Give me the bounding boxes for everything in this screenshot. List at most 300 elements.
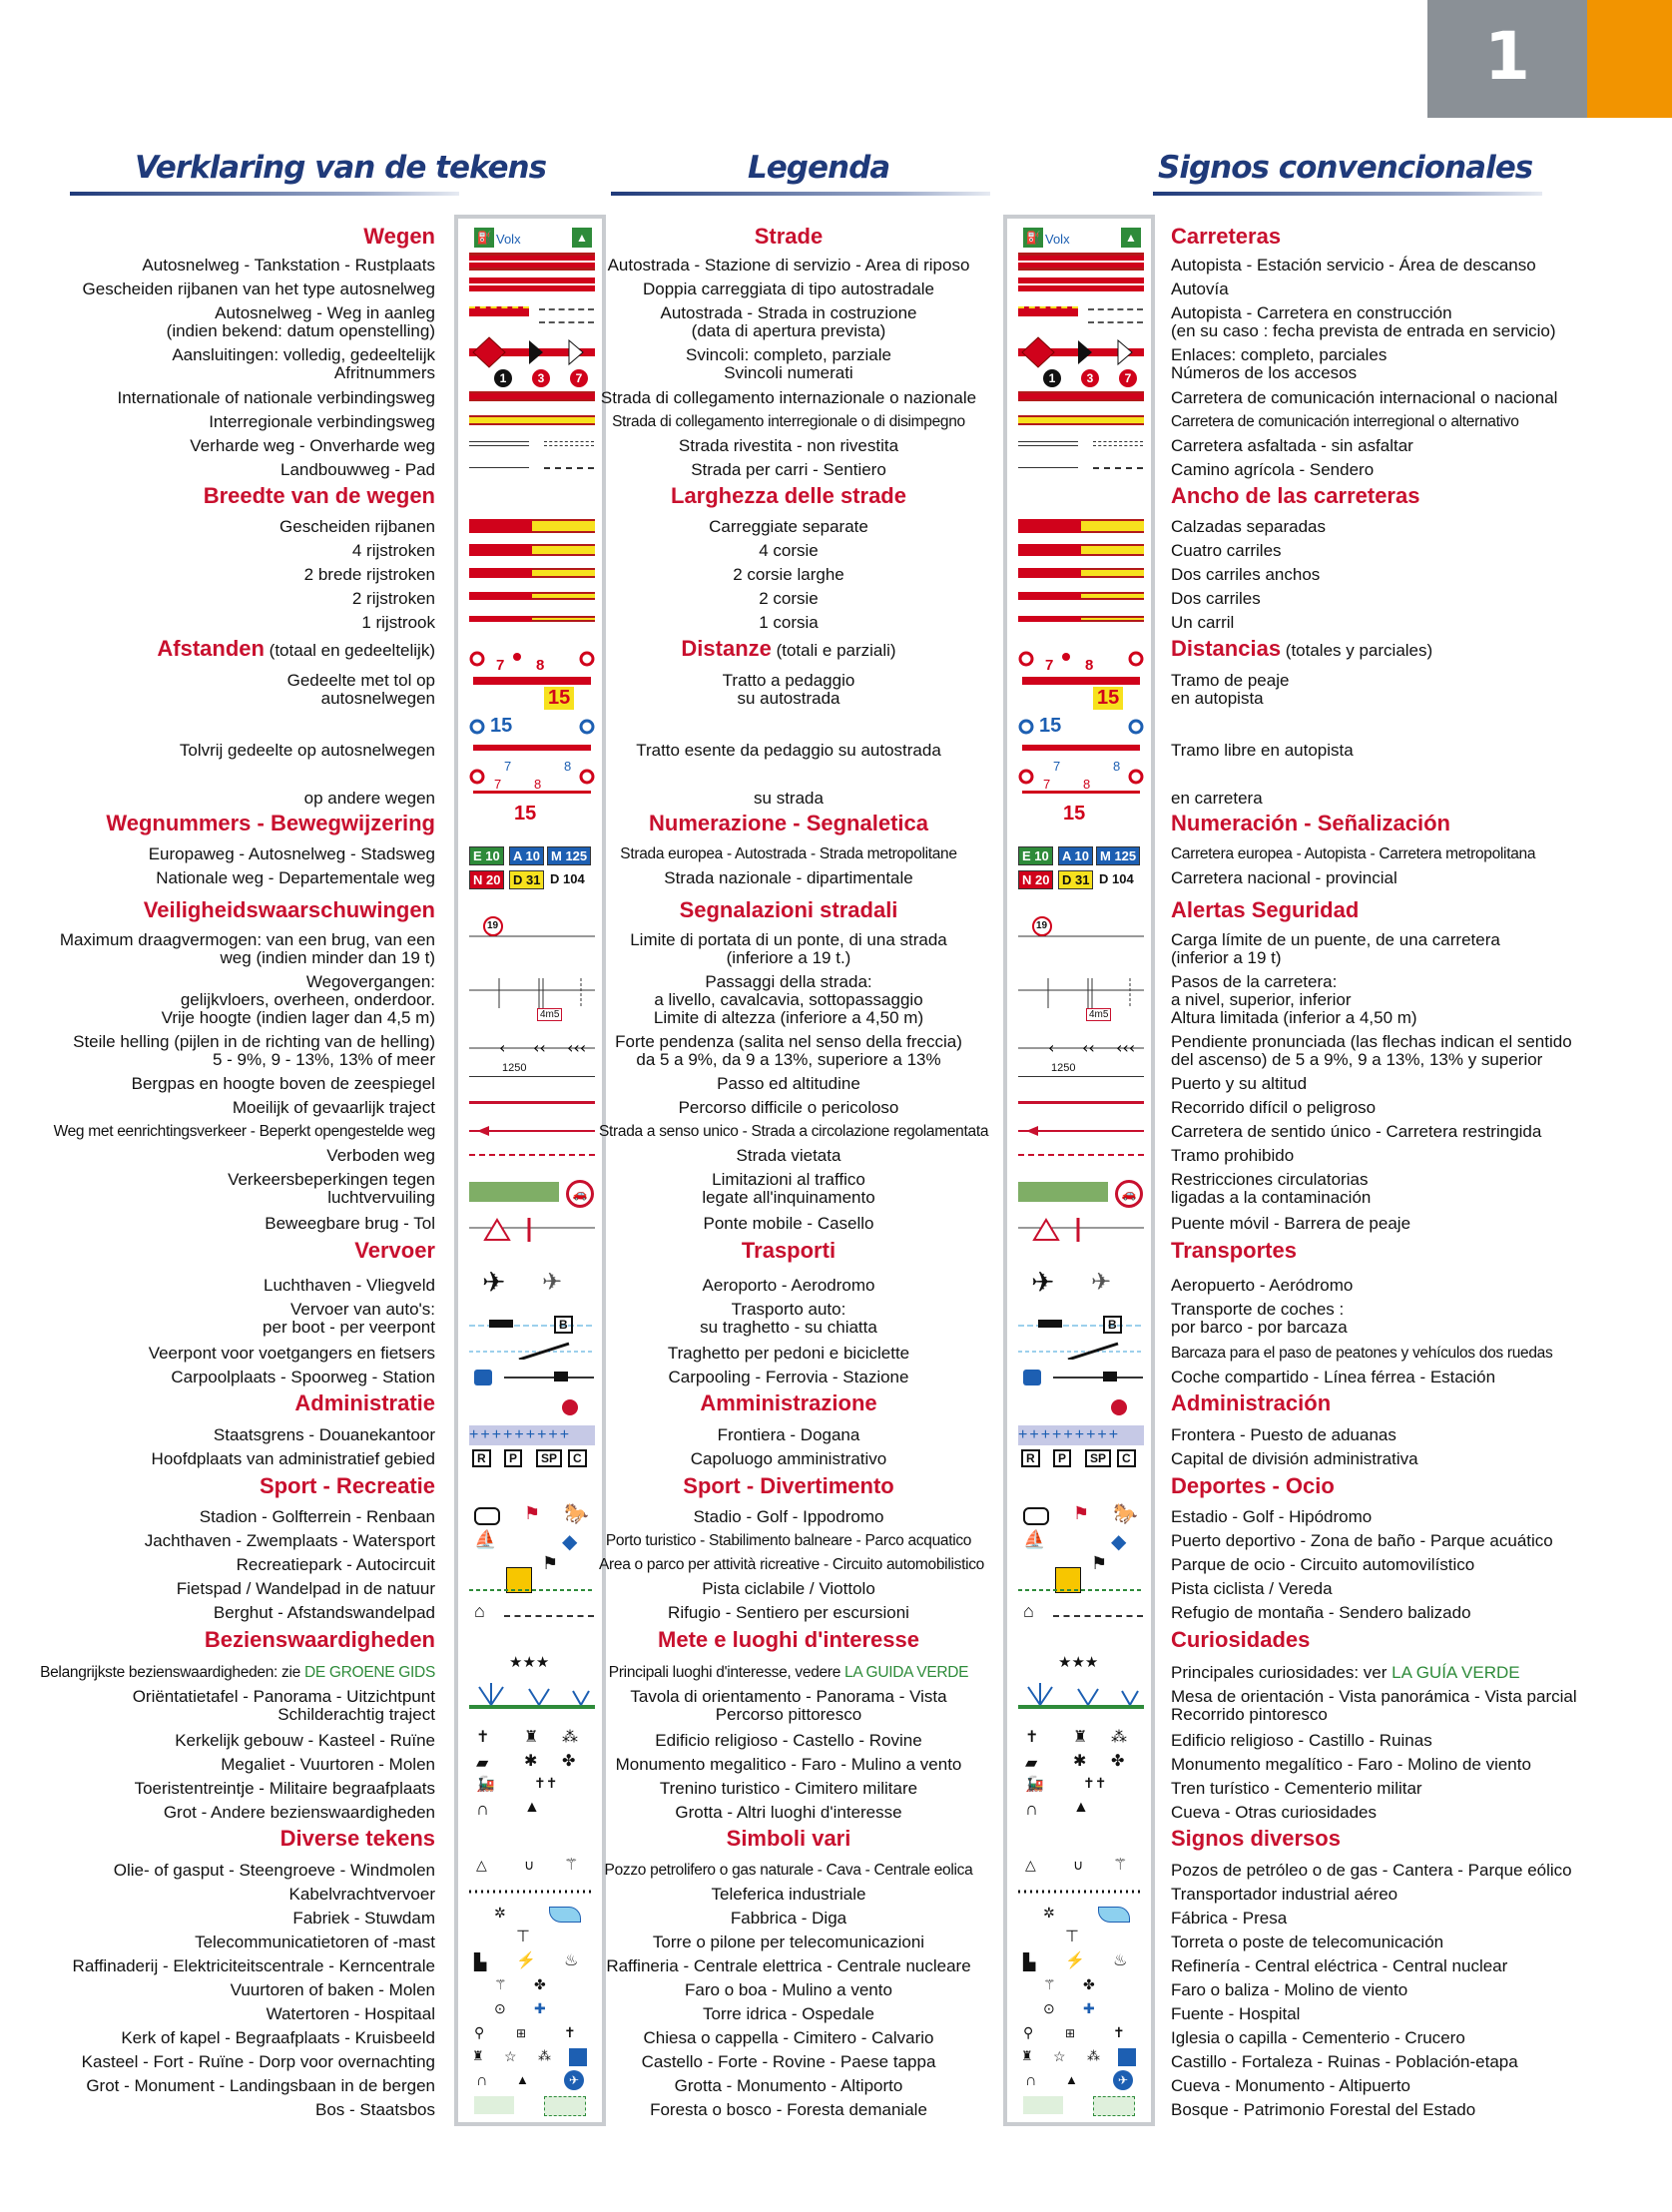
legend-text-es: [1171, 671, 1289, 690]
legend-label: Passaggi della strada:: [705, 972, 872, 991]
legend-text-it: [599, 741, 978, 760]
legend-text-it: [599, 303, 978, 322]
exit-number-badge: 1: [494, 369, 512, 387]
legend-text-es: [1171, 1731, 1432, 1750]
legend-text-nl: [278, 1705, 435, 1724]
legend-text-es: [1171, 2076, 1410, 2095]
legend-label: Restricciones circulatorias: [1171, 1170, 1369, 1189]
legend-text-nl: [149, 1344, 435, 1363]
legend-label: Ancho de las carreteras: [1171, 483, 1420, 508]
legend-label: Signos diversos: [1171, 1826, 1341, 1851]
weight-limit-label: 19: [1036, 920, 1048, 931]
race-circuit-icon: ⚑: [1091, 1553, 1108, 1573]
legend-label: Castello - Forte - Rovine - Paese tappa: [641, 2052, 936, 2071]
legend-text-nl: [292, 1909, 435, 1928]
title-dutch: Verklaring van de tekens: [135, 150, 547, 186]
water-tower-icon: ⊙: [494, 2000, 506, 2016]
motorway-symbol: [469, 306, 529, 316]
legend-label: 4 rijstroken: [351, 541, 435, 560]
legend-label: Refinería - Central eléctrica - Central nuclear: [1171, 1956, 1508, 1975]
title-italian: Legenda: [748, 150, 890, 186]
legend-text-it: [599, 2028, 978, 2047]
legend-label: Strada di collegamento interregionale o di disimpegno: [612, 413, 965, 430]
legend-text-nl: [175, 1731, 435, 1750]
legend-text-it: [599, 1885, 978, 1904]
legend-label: en autopista: [1171, 689, 1264, 708]
admin-capital-letter: SP: [536, 1449, 562, 1467]
legend-label: Teleferica industriale: [711, 1885, 866, 1904]
legend-text-it: [599, 1531, 978, 1550]
height-limit-label: 4m5: [1086, 1008, 1111, 1021]
distance-label: 7: [1045, 657, 1054, 674]
legend-label: Verharde weg - Onverharde weg: [190, 436, 435, 455]
legend-text-es: [1171, 2052, 1518, 2071]
legend-text-it: [599, 689, 978, 708]
legend-label: Tramo libre en autopista: [1171, 741, 1354, 760]
legend-text-it: [599, 412, 978, 431]
exit-number-badge: 1: [1043, 369, 1061, 387]
motorway-symbol: [1018, 306, 1078, 316]
legend-text-nl: [149, 844, 435, 863]
legend-text-es: [1171, 1755, 1531, 1774]
admin-capital-letter: P: [504, 1449, 522, 1467]
page-number: 1: [1484, 18, 1530, 95]
legend-label: del ascenso) de 5 a 9%, 9 a 13%, 13% y superior: [1171, 1050, 1543, 1069]
page-tab-orange: [1587, 0, 1672, 118]
legend-label: gelijkvloers, overheen, onderdoor.: [180, 990, 435, 1009]
pollution-sign-icon: 🚗: [566, 1180, 594, 1208]
dangerous-road-symbol: [469, 1101, 595, 1104]
legend-label: legate all'inquinamento: [702, 1188, 875, 1207]
legend-label: Amministrazione: [700, 1390, 877, 1415]
legend-text-nl: [213, 1050, 435, 1069]
castle-icon: ♜: [1073, 1729, 1088, 1746]
unpaved-road-symbol: [544, 439, 594, 446]
legend-label: Administración: [1171, 1390, 1332, 1415]
tourist-train-icon: 🚂: [1025, 1776, 1044, 1793]
legend-label: Vervoer van auto's:: [290, 1300, 435, 1319]
quarry-icon: ∪: [1073, 1857, 1084, 1873]
distance-label: 7: [1053, 759, 1061, 774]
svg-text:‹‹‹: ‹‹‹: [1116, 1038, 1136, 1057]
legend-text-nl: [156, 868, 435, 887]
legend-label: Sport - Divertimento: [683, 1473, 894, 1498]
legend-label: Interregionale verbindingsweg: [209, 412, 435, 431]
admin-capital-letter: SP: [1085, 1449, 1111, 1467]
legend-text-it: [599, 972, 978, 991]
legend-label: Castillo - Fortaleza - Ruinas - Población-etapa: [1171, 2052, 1518, 2071]
exit-number-badge: 3: [1081, 369, 1099, 387]
viewpoint-scenic-route-symbol: [469, 1677, 595, 1722]
distance-label: 8: [1083, 777, 1091, 792]
racecourse-icon: 🐎: [1113, 1503, 1138, 1525]
airfield-icon: ✈: [542, 1269, 563, 1296]
other-road-distance-symbol: [1018, 767, 1144, 802]
legend-text-es: [1171, 844, 1535, 863]
height-limit-label: 4m5: [537, 1008, 562, 1021]
service-station-icon: ⛽: [1023, 228, 1043, 248]
title-rule-italian: [611, 192, 990, 196]
legend-label: Veiligheidswaarschuwingen: [143, 897, 435, 922]
admin-capital-letter: R: [472, 1449, 491, 1467]
legend-label: Transporte de coches :: [1171, 1300, 1345, 1319]
legend-label: Megaliet - Vuurtoren - Molen: [221, 1755, 435, 1774]
legend-text-it: [599, 1779, 978, 1798]
distance-total-label: 15: [1093, 687, 1123, 710]
cave-icon: ∩: [476, 2072, 488, 2089]
legend-text-nl: [221, 948, 435, 967]
pedestrian-ferry-symbol: [469, 1340, 595, 1365]
section-heading-es: [1171, 1826, 1341, 1852]
legend-label: Strada nazionale - dipartimentale: [664, 868, 913, 887]
legend-label: Monumento megalítico - Faro - Molino de viento: [1171, 1755, 1531, 1774]
legend-text-nl: [82, 2052, 435, 2071]
legend-text-nl: [181, 990, 435, 1009]
legend-label: Deportes - Ocio: [1171, 1473, 1335, 1498]
legend-text-es: [1171, 256, 1536, 275]
legend-label: Administratie: [294, 1390, 435, 1415]
legend-text-it: [599, 671, 978, 690]
legend-label: Raffineria - Centrale elettrica - Centrale nucleare: [606, 1956, 971, 1975]
telecom-tower-icon: ⊤: [1065, 1929, 1079, 1945]
legend-label: Aeropuerto - Aeródromo: [1171, 1276, 1354, 1295]
legend-text-it: [599, 868, 978, 887]
legend-text-it: [599, 1663, 978, 1682]
legend-label: a livello, cavalcavia, sottopassaggio: [654, 990, 923, 1009]
chapel-icon: ⚲: [1023, 2024, 1034, 2040]
customs-office-icon: [1111, 1399, 1127, 1415]
road-number-badge: M 125: [547, 846, 591, 865]
section-heading-nl: [144, 897, 435, 923]
legend-text-it: [599, 460, 978, 479]
legend-label: 2 corsie larghe: [733, 565, 844, 584]
legend-label: Carretera europea - Autopista - Carretera metropolitana: [1171, 845, 1536, 862]
dam-icon: [1098, 1907, 1130, 1923]
legend-text-nl: [279, 517, 435, 536]
legend-text-it: [599, 388, 978, 407]
legend-text-es: [1171, 2100, 1475, 2119]
legend-text-es: [1171, 589, 1261, 608]
legend-label: Segnalazioni stradali: [679, 897, 898, 922]
legend-label: Telecommunicatietoren of -mast: [195, 1933, 435, 1951]
legend-label: Foresta o bosco - Foresta demaniale: [650, 2100, 927, 2119]
legend-text-nl: [132, 1074, 435, 1093]
pass-altitude-label: 1250: [502, 1062, 527, 1074]
legend-text-it: [599, 930, 978, 949]
legend-text-es: [1171, 1344, 1552, 1363]
legend-label: Chiesa o cappella - Cimitero - Calvario: [643, 2028, 934, 2047]
tourist-train-icon: 🚂: [476, 1776, 495, 1793]
legend-text-it: [599, 2004, 978, 2023]
legend-label: Camino agrícola - Sendero: [1171, 460, 1375, 479]
distance-label: 7: [496, 657, 505, 674]
legend-label: Strada rivestita - non rivestita: [678, 436, 899, 455]
legend-text-it: [599, 948, 978, 967]
section-heading-it: [599, 811, 978, 836]
road-width-symbol: [469, 544, 595, 556]
legend-label: Fábrica - Presa: [1171, 1909, 1288, 1928]
symbol-strip-left: [454, 215, 606, 2126]
legend-text-nl: [306, 972, 435, 991]
legend-text-it: [599, 1074, 978, 1093]
carpool-icon: [474, 1370, 492, 1385]
title-spanish: Signos convencionales: [1158, 150, 1533, 186]
legend-text-es: [1171, 1705, 1328, 1724]
legend-text-it: [599, 1705, 978, 1724]
monument-icon: ▲: [516, 2072, 529, 2087]
legend-text-it: [599, 345, 978, 364]
station-brand-label: Volx: [496, 232, 521, 247]
other-sight-icon: ▲: [524, 1799, 540, 1816]
unpaved-road-symbol: [1093, 439, 1143, 446]
section-heading-it: [599, 1826, 978, 1852]
legend-text-it: [599, 1146, 978, 1165]
legend-label: Tramo prohibido: [1171, 1146, 1295, 1165]
service-station-icon: ⛽: [474, 228, 494, 248]
road-width-symbol: [469, 592, 595, 600]
windmill-icon: ✤: [1111, 1753, 1125, 1770]
legend-label: Pendiente pronunciada (las flechas indican el sentido: [1171, 1032, 1572, 1051]
road-number-badge: N 20: [1018, 870, 1053, 889]
cave-icon: ∩: [476, 1799, 489, 1819]
toll-motorway-distance-symbol: [1018, 647, 1144, 692]
legend-label: Veerpont voor voetgangers en fietsers: [148, 1344, 435, 1363]
other-road-distance-symbol: [469, 767, 595, 802]
legend-label: Traghetto per pedoni e biciclette: [667, 1344, 910, 1363]
road-number-badge: M 125: [1096, 846, 1140, 865]
section-heading-nl: [106, 811, 435, 836]
long-distance-path-symbol: [1053, 1615, 1143, 1617]
section-heading-it: [599, 224, 978, 250]
admin-capital-letter: C: [1117, 1449, 1136, 1467]
legend-label: Svincoli numerati: [724, 363, 853, 382]
legend-label: Afstanden: [157, 636, 265, 661]
castle-icon: ♜: [524, 1729, 539, 1746]
legend-label: Jachthaven - Zwemplaats - Watersport: [144, 1531, 435, 1550]
legend-label: Vervoer: [354, 1238, 435, 1263]
legend-label: Svincoli: completo, parziale: [686, 345, 891, 364]
legend-label: Kerk of kapel - Begraafplaats - Kruisbeeld: [121, 2028, 435, 2047]
section-heading-it: [599, 1238, 978, 1264]
chapel-icon: ⚲: [474, 2024, 485, 2040]
legend-label: Tramo de peaje: [1171, 671, 1290, 690]
legend-text-nl: [326, 1146, 435, 1165]
legend-text-it: [599, 363, 978, 382]
legend-label: Distancias: [1171, 636, 1282, 661]
legend-text-nl: [164, 1803, 435, 1822]
distance-label: 7: [494, 777, 502, 792]
legend-label: Pozos de petróleo o de gas - Cantera - Parque eólico: [1171, 1861, 1572, 1880]
legend-text-nl: [214, 1603, 435, 1622]
military-cemetery-icon: ✝✝: [534, 1775, 558, 1791]
legend-label: Beweegbare brug - Tol: [265, 1214, 435, 1233]
legend-label: (indien bekend: datum openstelling): [166, 321, 435, 340]
legend-text-es: [1171, 1861, 1572, 1880]
legend-label: Internationale of nationale verbindingsweg: [117, 388, 435, 407]
legend-text-es: [1171, 565, 1320, 584]
legend-text-it: [599, 1318, 978, 1337]
legend-label: Moeilijk of gevaarlijk traject: [232, 1098, 435, 1117]
legend-label: Stadion - Golfterrein - Renbaan: [199, 1507, 435, 1526]
legend-text-it: [599, 279, 978, 298]
legend-text-it: [599, 1861, 978, 1880]
legend-label: Gescheiden rijbanen van het type autosnelweg: [82, 279, 435, 298]
steep-gradient-symbol: [469, 1038, 595, 1063]
car-ferry-symbol: [1018, 1314, 1144, 1339]
legend-text-nl: [200, 1507, 435, 1526]
legend-label: Recorrido pintoresco: [1171, 1705, 1328, 1724]
dual-carriageway-symbol: [469, 277, 595, 291]
legend-text-es: [1171, 948, 1282, 967]
legend-label: Carretera de sentido único - Carretera restringida: [1171, 1122, 1542, 1141]
legend-text-es: [1171, 1603, 1471, 1622]
legend-label: Fuente - Hospital: [1171, 2004, 1301, 2023]
legend-text-nl: [172, 345, 435, 364]
road-number-badge: E 10: [469, 846, 504, 865]
svg-text:‹‹: ‹‹: [1082, 1038, 1095, 1057]
legend-label: ligadas a la contaminación: [1171, 1188, 1372, 1207]
svg-text:‹: ‹: [1048, 1038, 1055, 1057]
legend-text-es: [1171, 412, 1519, 431]
section-heading-nl: [280, 1826, 435, 1852]
paved-road-symbol: [1018, 439, 1078, 446]
water-tower-icon: ⊙: [1043, 2000, 1055, 2016]
legend-label: Carretera asfaltada - sin asfaltar: [1171, 436, 1413, 455]
legend-text-it: [599, 1032, 978, 1051]
legend-text-nl: [121, 2028, 435, 2047]
legend-label: Dos carriles: [1171, 589, 1261, 608]
legend-label: Autostrada - Stazione di servizio - Area di riposo: [607, 256, 970, 275]
legend-label: Tren turístico - Cementerio militar: [1171, 1779, 1422, 1798]
section-heading-nl: [204, 483, 435, 509]
distance-label: 15: [490, 715, 513, 737]
legend-text-it: [599, 1507, 978, 1526]
legend-label: Numeración - Señalización: [1171, 811, 1450, 835]
legend-text-es: [1171, 1956, 1507, 1975]
legend-label: Belangrijkste bezienswaardigheden: zie: [40, 1664, 304, 1681]
legend-label: Verkeersbeperkingen tegen: [228, 1170, 435, 1189]
distance-label: 7: [1043, 777, 1051, 792]
distance-label: 7: [504, 759, 512, 774]
legend-label: Afritnummers: [333, 363, 435, 382]
footpath-symbol: [1093, 467, 1143, 469]
rest-area-icon: ▲: [572, 228, 592, 248]
railway-station-symbol: [1053, 1366, 1143, 1390]
legend-label: Wegovergangen:: [305, 972, 435, 991]
legend-text-it: [599, 1276, 978, 1295]
guide-reference: LA GUÍA VERDE: [1392, 1663, 1520, 1682]
road-number-badge: D 31: [1058, 870, 1093, 889]
dangerous-road-symbol: [1018, 1101, 1144, 1104]
legend-text-es: [1171, 1008, 1417, 1027]
legend-label: 5 - 9%, 9 - 13%, 13% of meer: [213, 1050, 435, 1069]
legend-text-es: [1171, 1885, 1397, 1904]
legend-text-nl: [315, 2100, 435, 2119]
airport-icon: ✈: [1031, 1267, 1055, 1298]
legend-label: Passo ed altitudine: [717, 1074, 860, 1093]
legend-text-it: [599, 1170, 978, 1189]
legend-label: Edificio religioso - Castillo - Ruinas: [1171, 1731, 1432, 1750]
legend-label: Berghut - Afstandswandelpad: [213, 1603, 435, 1622]
legend-text-nl: [233, 1098, 435, 1117]
section-heading-es: [1171, 1238, 1297, 1264]
golf-icon: ⚑: [1073, 1503, 1090, 1523]
stadium-icon: [1023, 1507, 1049, 1525]
racecourse-icon: 🐎: [564, 1503, 589, 1525]
toll-motorway-distance-symbol: [469, 647, 595, 692]
heading-subtext: (totales y parciales): [1281, 641, 1433, 660]
military-cemetery-icon: ✝✝: [1083, 1775, 1107, 1791]
legend-text-it: [599, 589, 978, 608]
legend-label: Kerkelijk gebouw - Kasteel - Ruïne: [175, 1731, 435, 1750]
legend-text-it: [599, 321, 978, 340]
legend-text-es: [1171, 1687, 1577, 1706]
legend-label: Grot - Monument - Landingsbaan in de bergen: [86, 2076, 435, 2095]
power-station-icon: ⚡: [516, 1952, 536, 1969]
admin-capital-letter: C: [568, 1449, 587, 1467]
steep-gradient-symbol: [1018, 1038, 1144, 1063]
legend-text-nl: [162, 1008, 435, 1027]
hospital-icon: ✚: [1083, 2000, 1095, 2016]
legend-text-es: [1171, 2028, 1465, 2047]
legend-text-nl: [117, 388, 435, 407]
legend-text-nl: [83, 279, 435, 298]
legend-text-nl: [228, 1170, 435, 1189]
legend-label: Diverse tekens: [279, 1826, 435, 1851]
legend-text-it: [599, 2052, 978, 2071]
legend-label: Carreteras: [1171, 224, 1282, 249]
road-number-badge: D 104: [550, 871, 585, 886]
road-width-symbol: [469, 519, 595, 533]
legend-text-es: [1171, 345, 1387, 364]
legend-label: Grotta - Monumento - Altiporto: [674, 2076, 903, 2095]
legend-text-es: [1171, 1318, 1348, 1337]
legend-label: Strade: [754, 224, 824, 249]
legend-label: Ponte mobile - Casello: [703, 1214, 874, 1233]
legend-text-it: [599, 1300, 978, 1319]
legend-text-it: [599, 1425, 978, 1444]
industrial-cable-way-symbol: [1018, 1885, 1144, 1903]
legend-text-it: [599, 256, 978, 275]
legend-label: su autostrada: [737, 689, 840, 708]
svg-text:‹: ‹: [499, 1038, 506, 1057]
legend-text-nl: [334, 363, 435, 382]
legend-text-nl: [195, 1933, 435, 1951]
legend-text-nl: [180, 741, 435, 760]
legend-text-es: [1171, 1531, 1553, 1550]
title-rule-dutch: [70, 192, 459, 196]
legend-text-nl: [190, 436, 435, 455]
lighthouse-icon: ✱: [1073, 1753, 1087, 1770]
legend-label: Bergpas en hoogte boven de zeespiegel: [131, 1074, 435, 1093]
legend-label: Carpooling - Ferrovia - Stazione: [668, 1368, 909, 1386]
legend-text-es: [1171, 363, 1357, 382]
svg-text:‹‹: ‹‹: [533, 1038, 546, 1057]
legend-text-es: [1171, 460, 1374, 479]
legend-text-it: [599, 2076, 978, 2095]
star-rating-label: ★★★: [1058, 1654, 1099, 1671]
legend-label: Trasporti: [741, 1238, 836, 1263]
legend-label: Forte pendenza (salita nel senso della freccia): [615, 1032, 962, 1051]
industrial-cable-way-symbol: [469, 1885, 595, 1903]
mountain-pass-symbol: [1018, 1076, 1144, 1077]
section-heading-es: [1171, 897, 1359, 923]
legend-label: Watertoren - Hospitaal: [266, 2004, 435, 2023]
distance-label: 8: [1085, 657, 1094, 674]
legend-text-it: [599, 1933, 978, 1951]
quarry-icon: ∪: [524, 1857, 535, 1873]
legend-text-es: [1171, 1276, 1353, 1295]
